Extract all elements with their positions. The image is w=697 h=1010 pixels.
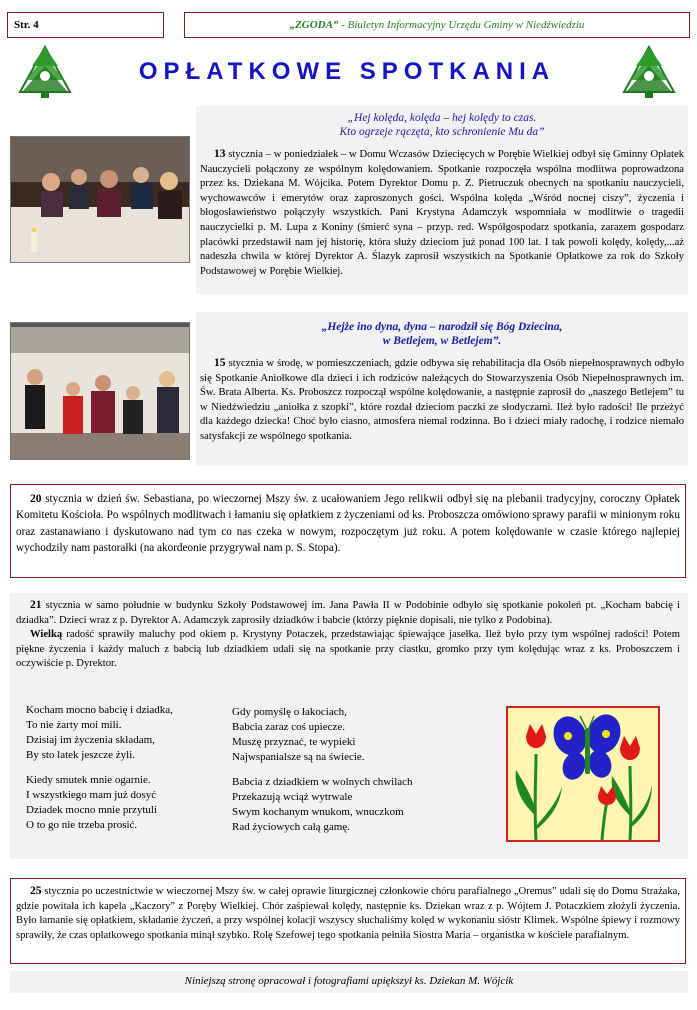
poem-line: Muszę przyznać, te wypieki: [232, 736, 356, 748]
section4-lead: Wielką: [30, 629, 63, 641]
butterfly-tulips-illustration: [506, 706, 660, 842]
poem-line: Kocham mocno babcię i dziadka,: [26, 704, 173, 716]
section3-text: stycznia w dzień św. Sebastiana, po wieczornej Mszy św. z ucałowaniem Jego relikwii odbył się na plebanii tradycyjny, coroczny Opłatek Komitetu Kościoła. Po wspólnych modlitwach i łamaniu się opłatkiem z życzeniami od ks. Proboszcza omówiono sprawy parafii w minionym roku oraz zastanawiano i dyskutowano nad tym co nas czeka w nowym, rozpoczętym już roku. A potem kolędowanie w czasie którego najlepiej wychodziły nam pastorałki (na akordeonie przygrywał nam p. S. Stopa).: [16, 493, 680, 555]
poem-stanza: [232, 705, 472, 765]
poem-line: Rad życiowych całą gamę.: [232, 821, 350, 833]
section2-day: 15: [214, 357, 226, 369]
poem-line: By sto latek jeszcze żyli.: [26, 749, 136, 761]
bulletin-name: „ZGODA”: [289, 19, 339, 31]
page-title-box: [92, 50, 602, 94]
christmas-tree-logo-left: [14, 44, 76, 100]
photo-teachers-meeting: [10, 136, 190, 263]
poem-line: Swym kochanym wnukom, wnuczkom: [232, 806, 404, 818]
section2-quote-line2: w Betlejem, w Betlejem”.: [382, 335, 502, 347]
poem-line: Gdy pomyślę o łakociach,: [232, 706, 347, 718]
page-title: OPŁATKOWE SPOTKANIA: [138, 58, 556, 85]
poem-stanza: [232, 775, 472, 835]
poem-stanza: [26, 703, 226, 763]
poem-stanza: [26, 773, 226, 833]
poem-line: Najwspanialsze są na świecie.: [232, 751, 365, 763]
poem-line: O to go nie trzeba prosić.: [26, 819, 138, 831]
section4-day: 21: [30, 599, 42, 611]
footer-credit: Niniejszą stronę opracował i fotografiami upiększył ks. Dziekan M. Wójcik: [184, 975, 514, 987]
section3-day: 20: [30, 493, 42, 505]
section5-day: 25: [30, 885, 42, 897]
page-number-box: [7, 12, 164, 38]
section5-text: stycznia po uczestnictwie w wieczornej Mszy św. w całej oprawie liturgicznej członkowie chóru parafialnego „Oremus” udali się do Domu Strażaka, gdzie powitała ich kapela „Kaczory” z Poręby Wielkiej. Chór zaśpiewał kolędy, następnie ks. Dziekan wraz z p. Wójtem J. Potaczkiem złożyli życzenia. Było łamanie się opłatkiem, składanie życzeń, a przy wspólnej kolacji wszyscy słuchaliśmy kolęd w wykonaniu sióstr Klimek. Wspólne śpiewy i rozmowy sprawiły, że czas opłatkowego spotkania minął szybko. Rolę Szefowej tego spotkania pełniła Siostra Maria – organistka w kościele parafialnym.: [16, 886, 680, 941]
section2-quote-line1: „Hejże ino dyna, dyna – narodził się Bóg Dziecina,: [321, 321, 563, 333]
page-number: Str. 4: [14, 19, 39, 31]
section1-quote-line2: Kto ogrzeje rączęta, kto schronienie Mu da”: [339, 126, 545, 138]
section4-text2: radość sprawiły maluchy pod okiem p. Krystyny Potaczek, przedstawiając śpiewające jasełka. Ileż było przy tym wspólnej radości! Potem piękne życzenia i każdy maluch z babcią lub dziadkiem udali się na spotkanie przy ciastku, gromko przy tym kolędując wraz z ks. Proboszczem i oczywiście p. Dyrektor.: [16, 629, 680, 670]
section2-text: stycznia w środę, w pomieszczeniach, gdzie odbywa się rehabilitacja dla Osób niepełnosprawnych odbyło się Spotkanie Aniołkowe dla dzieci i ich rodziców należących do Stowarzyszenia Osób Niepełnosprawnych im. Św. Brata Alberta. Ks. Proboszcz rozpoczął wspólne kolędowanie, a następnie zaprosił do „naszego Betlejem” tu w Niedźwiedziu „aniołka z szopki”, które rozdał dzieciom paczki ze słodyczami. Ileż było radości! Ile przeżyć dla każdego dziecka! Choć było ciasno, atmosfera niemal rodzinna. Bo i dzieci miały radochę, i rodzice niemało satysfakcji ze wspólnego spotkania.: [200, 358, 684, 442]
section1-quote-line1: „Hej kolęda, kolęda – hej kolędy to czas.: [347, 112, 537, 124]
section1-text: stycznia – w poniedziałek – w Domu Wczasów Dziecięcych w Porębie Wielkiej odbył się Gminny Opłatek Nauczycieli połączony ze wspólnym kolędowaniem. Spotkanie rozpoczęła wspólna modlitwa poprowadzona przez ks. Dziekana M. Wójcika. Potem Dyrektor Domu p. Z. Pietruczuk obecnych na spotkaniu nauczycieli, wychowawców i emerytów oraz zaproszonych gości. Wspólna kolęda „Wśród nocnej ciszy”, życzenia i błogosławieństwo połączyły wszystkich. Pani Krystyna Adamczyk wspomniała w modlitwie o tragedii nauczycielki p. M. Lupa z Koniny (śmierć syna – przyp. red. Współgospodarz spotkania, zarazem gospodarz placówki przedstawił nam jej historię, która służy dzieciom już ponad 100 lat. I tak powoli kolędy, kolędy,...aż nadeszła chwila w której Dyrektor A. Ślazyk zaprosił wszystkich na Spotkanie Opłatkowe za rok do Szkoły Podstawowej w Porębie Wielkiej.: [200, 149, 684, 277]
poem-line: Babcia zaraz coś upiecze.: [232, 721, 345, 733]
bulletin-subtitle: - Biuletyn Informacyjny Urzędu Gminy w Niedźwiedziu: [338, 19, 585, 31]
christmas-tree-logo-right: [618, 44, 680, 100]
poem-line: Babcia z dziadkiem w wolnych chwilach: [232, 776, 413, 788]
poem-line: Dziadek mocno mnie przytuli: [26, 804, 158, 816]
poem-column-2: [232, 705, 472, 835]
photo-angel-meeting: [10, 322, 190, 460]
poem-line: Dzisiaj im życzenia składam,: [26, 734, 155, 746]
poem-line: To nie żarty moi mili.: [26, 719, 122, 731]
footer: [10, 971, 688, 993]
poem-line: Kiedy smutek mnie ogarnie.: [26, 774, 151, 786]
poem-line: I wszystkiego mam już dosyć: [26, 789, 157, 801]
poem-line: Przekazują wciąż wytrwale: [232, 791, 353, 803]
poem-column-1: [26, 703, 226, 833]
bulletin-header: [184, 12, 690, 38]
section4-text: stycznia w samo południe w budynku Szkoły Podstawowej im. Jana Pawła II w Podobinie odbyło się spotkanie pokoleń pt. „Kocham babcię i dziadka”. Dzieci wraz z p. Dyrektor A. Adamczyk zaprosiły dziadków i babcie (którzy pięknie dopisali, nie tylko z Podobina).: [16, 600, 680, 626]
section1-day: 13: [214, 148, 226, 160]
